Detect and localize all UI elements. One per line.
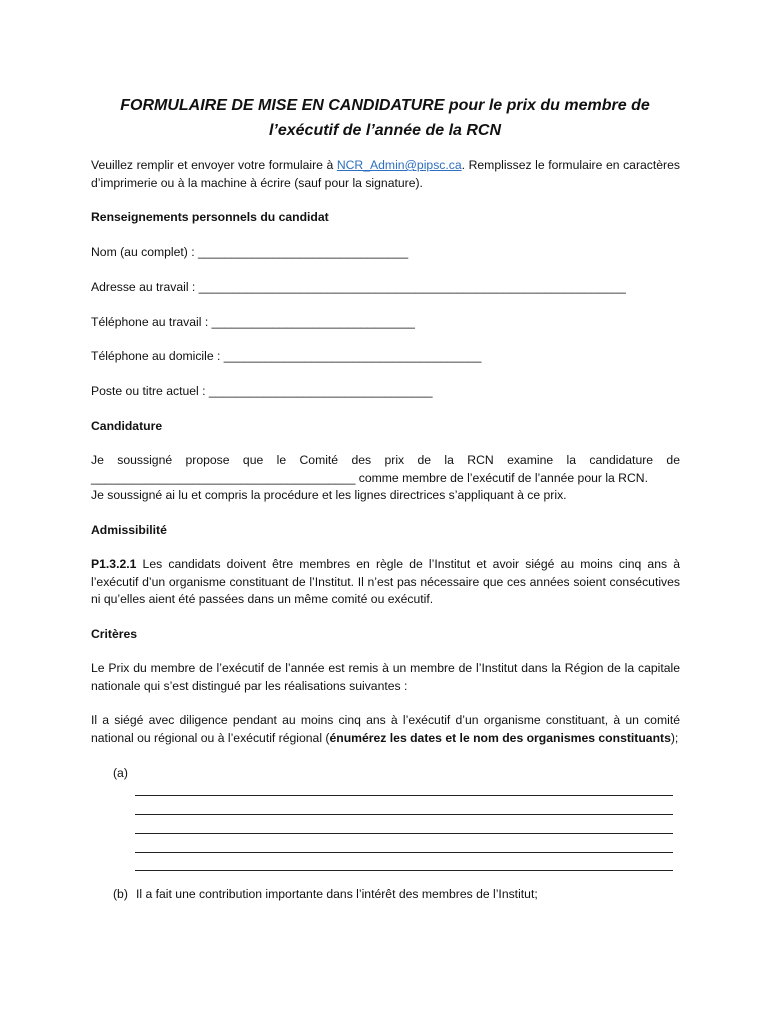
- criteria-heading: Critères: [91, 627, 138, 641]
- candidature-heading: Candidature: [91, 419, 163, 433]
- answer-line[interactable]: [135, 814, 673, 815]
- item-b-text: Il a fait une contribution importante dans l’intérêt des membres de l’Institut;: [136, 887, 538, 901]
- name-field[interactable]: Nom (au complet) : _______________________________: [91, 245, 409, 259]
- answer-line[interactable]: [135, 795, 673, 796]
- personal-info-heading: Renseignements personnels du candidat: [91, 210, 329, 224]
- intro-text-after: . Remplissez le formulaire en caractères d’imprimerie ou à la machine à écrire (sauf pour la signature).: [91, 158, 680, 190]
- item-b-label: (b): [113, 887, 128, 901]
- answer-line[interactable]: [135, 870, 673, 871]
- eligibility-text: Les candidats doivent être membres en règle de l’Institut et avoir siégé au moins cinq ans à l’exécutif d’un organisme constituant de l’Institut. Il n’est pas nécessaire que ces années soient consécutives ni qu’elles aient été passées dans un même comité ou exécutif.: [91, 557, 680, 606]
- candidature-paragraph[interactable]: Je soussigné propose que le Comité des prix de la RCN examine la candidature de _______________________________________ comme membre de l’exécutif de l’année pour la RCN.: [91, 453, 680, 485]
- item-a-label: (a): [113, 766, 128, 780]
- criteria-intro: Le Prix du membre de l’exécutif de l’année est remis à un membre de l’Institut dans la Région de la capitale nationale qui s’est distingué par les réalisations suivantes :: [91, 661, 680, 693]
- email-link[interactable]: NCR_Admin@pipsc.ca: [336, 158, 462, 172]
- work-phone-field[interactable]: Téléphone au travail : ______________________________: [91, 315, 415, 329]
- candidature-declaration: Je soussigné ai lu et compris la procédure et les lignes directrices s’appliquant à ce prix.: [91, 488, 567, 502]
- criteria-item-a-end: );: [670, 730, 679, 745]
- answer-line[interactable]: [135, 852, 673, 853]
- eligibility-paragraph: [91, 556, 680, 609]
- position-field[interactable]: Poste ou titre actuel : _________________________________: [91, 384, 433, 398]
- criteria-item-a-text: Il a siégé avec diligence pendant au moins cinq ans à l’exécutif d’un organisme constituant, à un comité national ou régional ou à l’exécutif régional (: [91, 713, 680, 745]
- work-address-field[interactable]: Adresse au travail : _______________________________________________________________: [91, 280, 626, 294]
- home-phone-field[interactable]: Téléphone au domicile : ______________________________________: [91, 349, 482, 363]
- criteria-item-a: [91, 712, 680, 747]
- intro-text-before: Veuillez remplir et envoyer votre formulaire à: [91, 158, 337, 172]
- criteria-item-a-bold: énumérez les dates et le nom des organismes constituants: [329, 730, 671, 745]
- answer-line[interactable]: [135, 833, 673, 834]
- intro-paragraph: [91, 157, 680, 192]
- eligibility-heading: Admissibilité: [91, 523, 167, 537]
- eligibility-code: P1.3.2.1: [91, 557, 137, 571]
- form-title: FORMULAIRE DE MISE EN CANDIDATURE pour le prix du membre de l’exécutif de l’année de la RCN: [120, 97, 650, 139]
